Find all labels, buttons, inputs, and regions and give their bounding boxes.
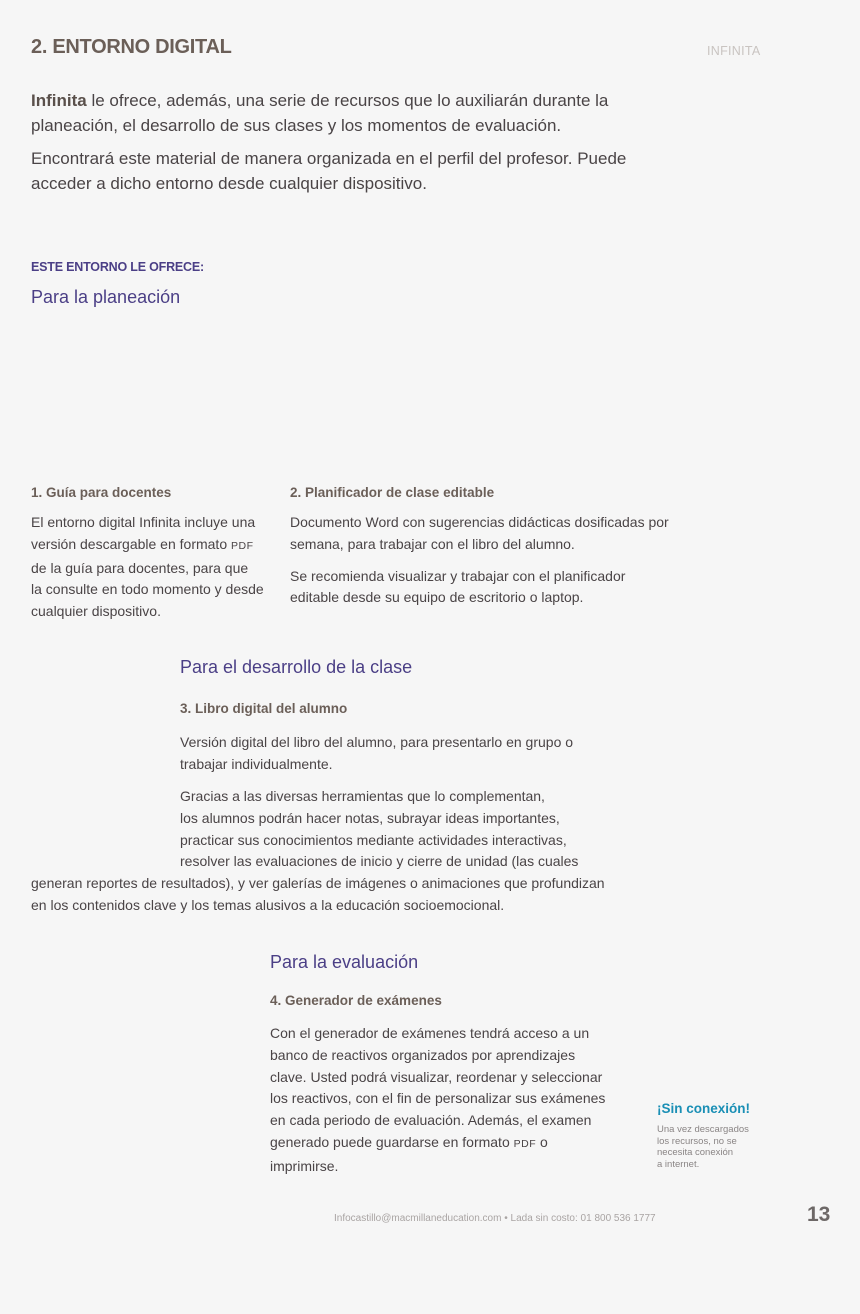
intro-paragraph-1: Infinita le ofrece, además, una serie de recursos que lo auxiliarán durante la planeación, el desarrollo de sus clases y los momentos de evaluación. <box>31 91 609 135</box>
item-title-exam-generator: 4. Generador de exámenes <box>270 993 442 1008</box>
heading-planning: Para la planeación <box>31 287 181 307</box>
heading-evaluation: Para la evaluación <box>270 952 419 972</box>
pdf-label: PDF <box>231 539 254 552</box>
item-title: 1. Guía para docentes <box>31 485 172 500</box>
digital-book-intro: Versión digital del libro del alumno, para presentarlo en grupo o trabajar individualmente. <box>180 734 574 772</box>
section-title: 2. ENTORNO DIGITAL <box>31 36 232 58</box>
sidebox-text: Una vez descargados los recursos, no se necesita conexión a internet. <box>657 1124 749 1170</box>
intro-paragraph-2: Encontrará este material de manera organizada en el perfil del profesor. Puede acceder a dicho entorno desde cualquier dispositivo. <box>31 149 627 193</box>
exam-generator-body: Con el generador de exámenes tendrá acceso a un banco de reactivos organizados por aprendizajes clave. Usted podrá visualizar, reordenar y seleccionar los reactivos, con el fin de personalizar sus exámenes en cada periodo de evaluación. Además, el examen generado puede guardarse en formato PDF o imprimirse. <box>270 1025 606 1174</box>
footer-contact: Infocastillo@macmillaneducation.com • Lada sin costo: 01 800 536 1777 <box>334 1213 656 1224</box>
brand-name: Infinita <box>31 91 87 110</box>
item-class-planner <box>290 485 670 609</box>
digital-book-details: Gracias a las diversas herramientas que lo complementan, los alumnos podrán hacer notas, subrayar ideas importantes, practicar sus conocimientos mediante actividades interactivas, resolver las evaluaciones de inicio y cierre de unidad (las cuales generan reportes de resultados), y ver galerías de imágenes o animaciones que profundizan en los contenidos clave y los temas alusivos a la educación socioemocional. <box>31 788 605 913</box>
item-body: Documento Word con sugerencias didácticas dosificadas por semana, para trabajar con el libro del alumno. Se recomienda visualizar y trabajar con el planificador editable desde su equipo de escritorio o laptop. <box>290 514 669 606</box>
item-title-digital-book: 3. Libro digital del alumno <box>180 701 348 716</box>
offers-kicker: ESTE ENTORNO LE OFRECE: <box>31 260 204 274</box>
brand-label: INFINITA <box>707 44 761 58</box>
item-title: 2. Planificador de clase editable <box>290 485 495 500</box>
item-body: El entorno digital Infinita incluye una versión descargable en formato PDF de la guía para docentes, para que la consulte en todo momento y desde cualquier dispositivo. <box>31 514 264 620</box>
heading-class-development: Para el desarrollo de la clase <box>180 657 413 677</box>
item-teacher-guide <box>31 485 286 623</box>
page-number: 13 <box>807 1203 831 1226</box>
sidebox-title: ¡Sin conexión! <box>657 1101 751 1116</box>
pdf-label: PDF <box>513 1137 537 1150</box>
intro <box>31 88 691 204</box>
offline-sidebox <box>657 1101 767 1170</box>
